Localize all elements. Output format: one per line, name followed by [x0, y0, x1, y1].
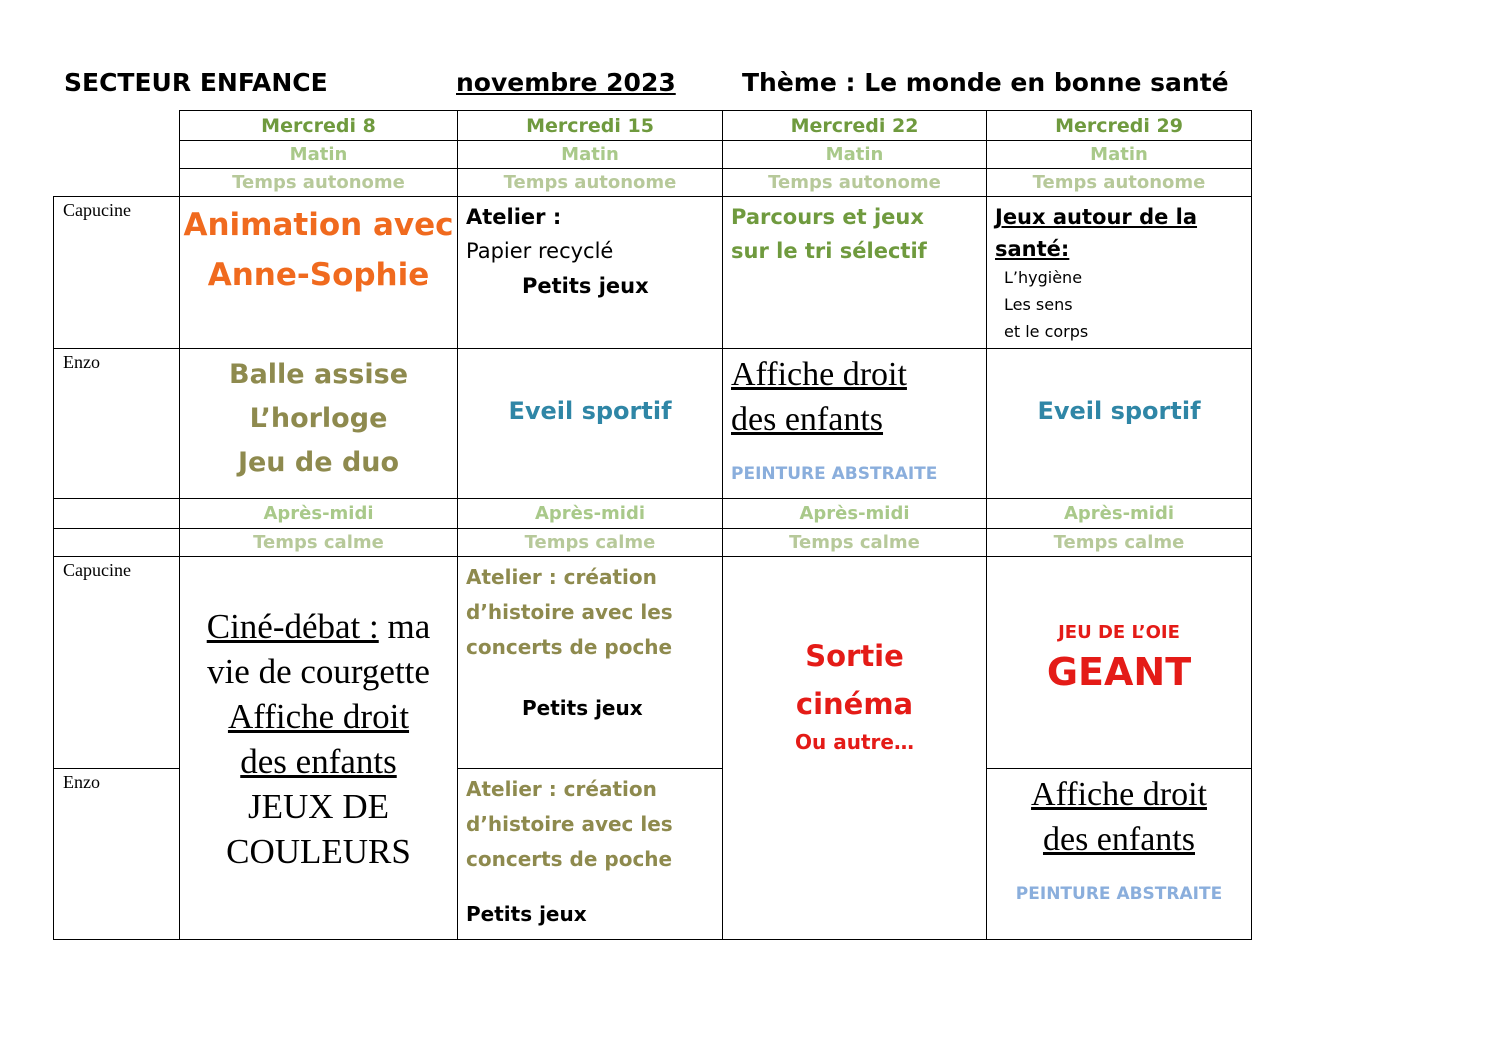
activity-cell	[731, 352, 984, 498]
activity-text: Jeu de duo	[237, 447, 400, 478]
activity-text: d’histoire avec les	[466, 600, 673, 624]
activity-text: Petits jeux	[522, 696, 643, 720]
activity-text: des enfants	[731, 401, 884, 438]
activity-text: Ou autre…	[795, 730, 914, 754]
activity-cell	[995, 200, 1249, 346]
activity-text: PEINTURE ABSTRAITE	[731, 464, 938, 484]
activity-text: vie de courgette	[207, 652, 430, 691]
time-label: Temps autonome	[768, 172, 941, 193]
period-label: Après-midi	[799, 503, 910, 524]
activity-text: COULEURS	[226, 832, 411, 871]
activity-text: Affiche droit	[731, 356, 907, 393]
activity-text: PEINTURE ABSTRAITE	[1015, 884, 1223, 904]
activity-cell	[723, 632, 986, 762]
activity-cell	[466, 560, 720, 766]
period-label: Matin	[289, 144, 348, 165]
activity-text: concerts de poche	[466, 635, 673, 659]
activity-text: santé:	[995, 237, 1070, 261]
group-label-enzo: Enzo	[63, 772, 100, 792]
group-label-capucine: Capucine	[63, 200, 131, 220]
activity-text: Atelier : création	[466, 565, 657, 589]
activity-text: Anne-Sophie	[207, 257, 430, 293]
time-label: Temps calme	[524, 532, 656, 553]
period-label: Matin	[561, 144, 619, 165]
day-header: Mercredi 8	[261, 114, 376, 137]
activity-text: L’hygiène	[1004, 268, 1083, 287]
activity-text: Atelier :	[466, 205, 562, 229]
activity-text: des enfants	[240, 742, 397, 781]
time-label: Temps autonome	[1032, 172, 1206, 193]
activity-text: L’horloge	[249, 403, 388, 434]
activity-text: Balle assise	[228, 359, 409, 390]
activity-text: Affiche droit	[227, 697, 410, 736]
activity-cell	[987, 772, 1251, 938]
activity-cell	[180, 604, 457, 884]
activity-text: des enfants	[1042, 821, 1195, 858]
activity-text: ma	[378, 607, 431, 646]
day-header: Mercredi 29	[1055, 114, 1183, 137]
period-label: Après-midi	[534, 503, 646, 524]
activity-text: JEUX DE	[248, 787, 389, 826]
activity-text: Petits jeux	[522, 274, 649, 298]
activity-text: et le corps	[1004, 322, 1089, 341]
period-label: Après-midi	[1063, 503, 1175, 524]
activity-cell	[180, 353, 457, 497]
activity-text: GEANT	[1046, 650, 1192, 694]
day-header: Mercredi 22	[790, 114, 919, 137]
activity-text: Petits jeux	[466, 902, 587, 926]
period-label: Après-midi	[263, 503, 374, 524]
activity-text: Sortie	[805, 639, 904, 673]
activity-text: Les sens	[1004, 295, 1073, 314]
activity-text: Jeux autour de la	[995, 205, 1198, 229]
group-label-enzo: Enzo	[63, 352, 100, 372]
activity-text: Animation avec	[183, 207, 454, 243]
period-label: Matin	[1090, 144, 1148, 165]
activity-text: Ciné-débat :	[206, 607, 379, 646]
group-label-capucine: Capucine	[63, 560, 131, 580]
activity-text: Parcours et jeux	[731, 205, 924, 229]
activity-cell	[731, 200, 984, 346]
theme-title: Thème : Le monde en bonne santé	[742, 68, 1229, 97]
day-header: Mercredi 15	[526, 114, 654, 137]
activity-cell	[180, 200, 457, 346]
activity-text: Eveil sportif	[508, 397, 672, 425]
sector-title: SECTEUR ENFANCE	[64, 68, 328, 97]
activity-text: concerts de poche	[466, 847, 673, 871]
activity-text: cinéma	[795, 687, 914, 721]
time-label: Temps calme	[789, 532, 920, 553]
activity-text: sur le tri sélectif	[731, 239, 927, 263]
activity-text: d’histoire avec les	[466, 812, 673, 836]
time-label: Temps calme	[1053, 532, 1185, 553]
month-title: novembre 2023	[456, 68, 676, 97]
activity-text: Papier recyclé	[466, 239, 614, 263]
time-label: Temps autonome	[232, 172, 405, 193]
activity-text: JEU DE L’OIE	[1058, 622, 1180, 643]
activity-text: Affiche droit	[1031, 776, 1207, 813]
time-label: Temps calme	[253, 532, 384, 553]
activity-text: Eveil sportif	[1037, 397, 1201, 425]
time-label: Temps autonome	[503, 172, 677, 193]
activity-cell	[987, 618, 1251, 728]
activity-text: Atelier : création	[466, 777, 657, 801]
activity-cell	[466, 772, 720, 938]
activity-cell	[466, 200, 720, 346]
period-label: Matin	[825, 144, 884, 165]
